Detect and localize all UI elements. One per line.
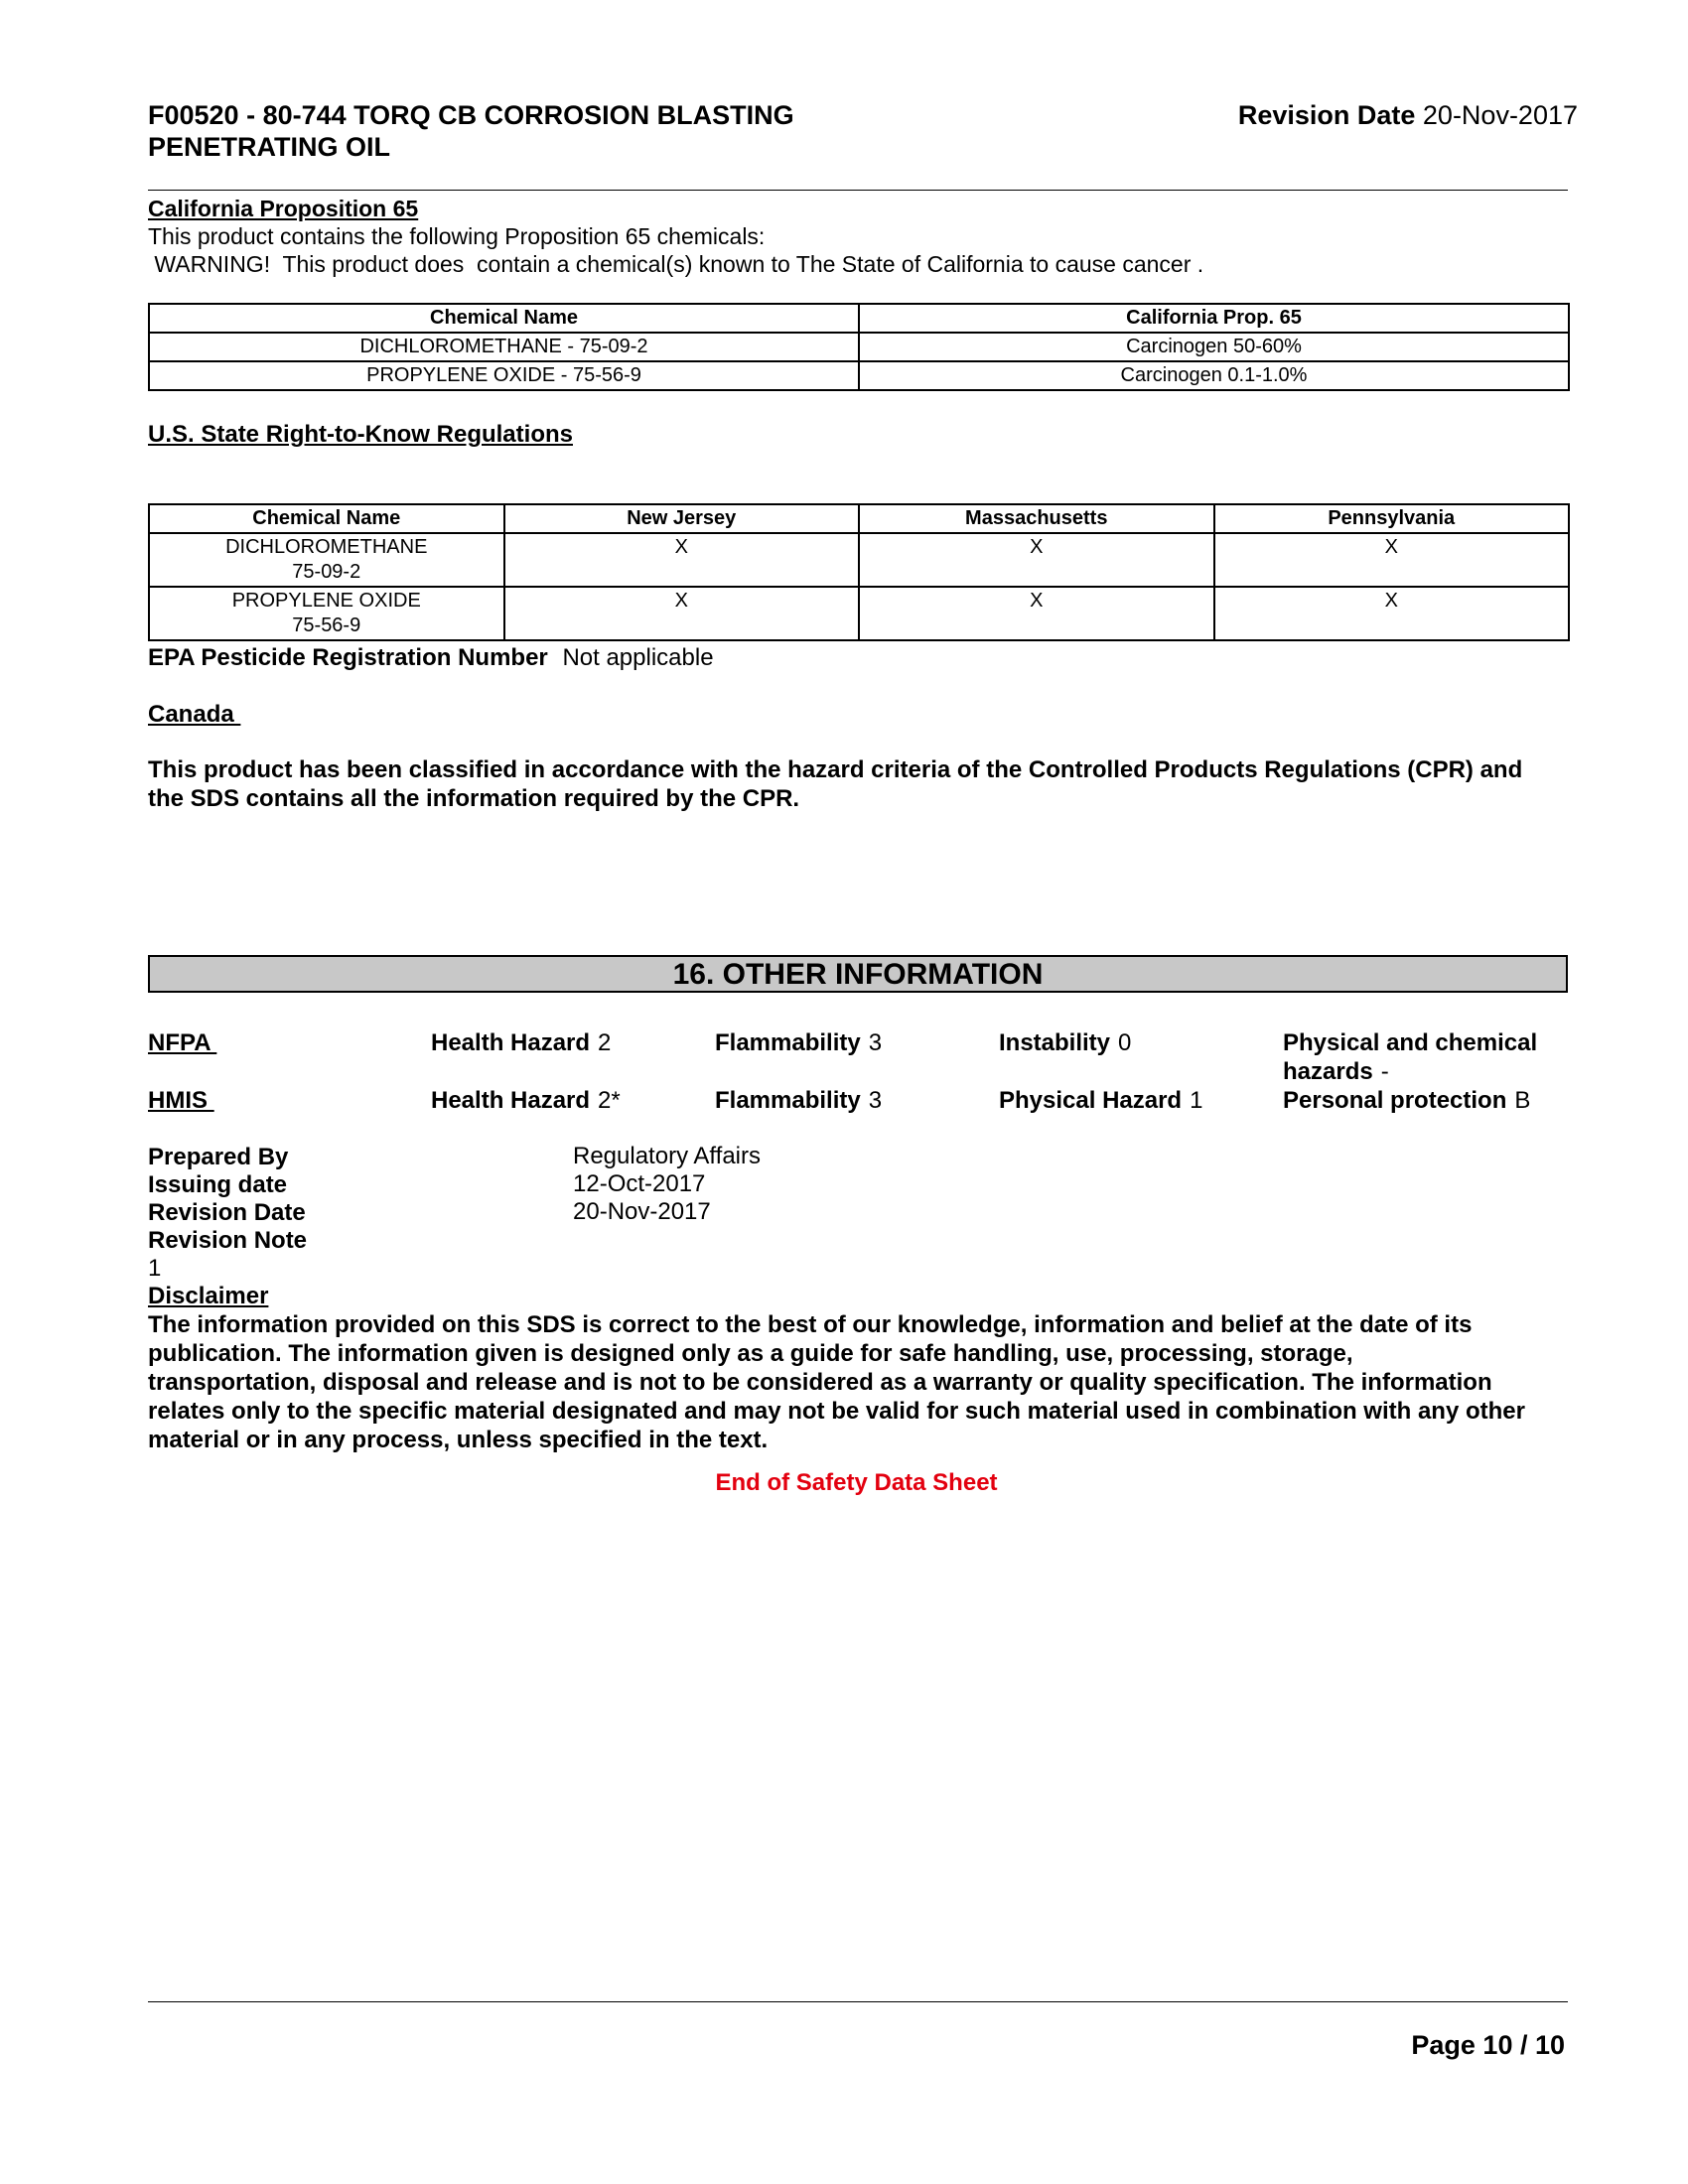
col-pennsylvania: Pennsylvania [1214,504,1570,533]
prop65-heading: California Proposition 65 [148,196,419,221]
disclaimer-line: publication. The information given is designed only as a guide for safe handling, use, processing, storage, [148,1340,1353,1367]
footer-rule [148,2001,1568,2002]
pa-cell: X [1214,587,1570,640]
chemical-name: PROPYLENE OXIDE [231,590,421,612]
table-row [149,533,1569,587]
ma-cell: X [859,587,1214,640]
hmis-health [431,1086,621,1115]
header-revision-label: Revision Date [1237,100,1416,130]
nfpa-physical-chemical [1283,1028,1537,1086]
col-california-prop65: California Prop. 65 [859,304,1569,333]
prepared-by-label: Prepared By [148,1144,289,1170]
hmis-pp-label: Personal protection [1283,1087,1507,1114]
disclaimer-text [148,1310,1578,1454]
page-number: Page 10 / 10 [1411,2030,1565,2060]
cas-number: 75-09-2 [292,561,361,583]
header-revision-value: 20-Nov-2017 [1422,100,1578,130]
disclaimer-heading: Disclaimer [148,1283,269,1309]
hmis-pp-value: B [1514,1087,1531,1114]
prepared-by-value: Regulatory Affairs [573,1143,761,1169]
epa-value: Not applicable [562,644,714,671]
document-title [148,99,903,163]
nfpa-flam-label: Flammability [715,1029,861,1056]
nfpa-label: NFPA [148,1029,217,1056]
nfpa-phys-value: - [1380,1058,1389,1085]
section-16-banner: 16. OTHER INFORMATION [148,955,1568,993]
hmis-phys-label: Physical Hazard [999,1087,1183,1114]
revision-note-value: 1 [148,1255,162,1282]
disclaimer-line: material or in any process, unless specified in the text. [148,1427,769,1453]
nj-cell: X [504,587,860,640]
prop65-status-cell: Carcinogen 50-60% [859,333,1569,361]
hmis-flammability [715,1086,882,1115]
hmis-physical [999,1086,1202,1115]
chemical-name: DICHLOROMETHANE [225,536,428,558]
prop65-status-cell: Carcinogen 0.1-1.0% [859,361,1569,390]
title-line-1: F00520 - 80-744 TORQ CB CORROSION BLASTING [148,100,794,130]
hmis-personal-protection [1283,1086,1530,1115]
prop65-line-1: This product contains the following Proposition 65 chemicals: [148,223,766,249]
issuing-date-label: Issuing date [148,1171,288,1198]
prop65-warning: WARNING! This product does contain a chemical(s) known to The State of California to cause cancer . [148,251,1204,277]
table-row [149,361,1569,390]
revision-date-value: 20-Nov-2017 [573,1198,711,1225]
nfpa-health [431,1028,611,1057]
rtk-header-row [149,504,1569,533]
col-chemical-name: Chemical Name [149,304,859,333]
pa-cell: X [1214,533,1570,587]
nfpa-health-label: Health Hazard [431,1029,591,1056]
epa-registration [148,643,714,672]
issuing-date-value: 12-Oct-2017 [573,1170,706,1197]
chemical-name-cell: PROPYLENE OXIDE - 75-56-9 [149,361,859,390]
end-of-sds-note: End of Safety Data Sheet [715,1469,998,1496]
nfpa-flammability [715,1028,882,1057]
nfpa-health-value: 2 [598,1029,612,1056]
col-massachusetts: Massachusetts [859,504,1214,533]
chemical-name-cell [149,533,504,587]
ma-cell: X [859,533,1214,587]
epa-label: EPA Pesticide Registration Number [148,644,548,671]
disclaimer-line: relates only to the specific material designated and may not be valid for such material used in combination with any other [148,1398,1525,1425]
hmis-flam-value: 3 [868,1087,883,1114]
canada-line-2: the SDS contains all the information required by the CPR. [148,785,800,812]
revision-date-label: Revision Date [148,1199,306,1226]
hmis-label: HMIS [148,1087,214,1114]
nj-cell: X [504,533,860,587]
hmis-flam-label: Flammability [715,1087,861,1114]
canada-heading: Canada [148,701,241,728]
nfpa-flam-value: 3 [868,1029,883,1056]
table-row [149,333,1569,361]
prop65-header-row [149,304,1569,333]
chemical-name-cell [149,587,504,640]
canada-line-1: This product has been classified in accordance with the hazard criteria of the Controlled Products Regulations (CPR) and [148,756,1523,783]
cas-number: 75-56-9 [292,614,361,636]
rtk-table [148,503,1570,641]
hmis-phys-value: 1 [1190,1087,1203,1114]
nfpa-phys-label-line1: Physical and chemical [1283,1029,1538,1056]
hmis-health-label: Health Hazard [431,1087,591,1114]
col-chemical-name: Chemical Name [149,504,504,533]
title-line-2: PENETRATING OIL [148,132,391,162]
rtk-heading: U.S. State Right-to-Know Regulations [148,421,573,448]
nfpa-instab-label: Instability [999,1029,1111,1056]
disclaimer-line: transportation, disposal and release and is not to be considered as a warranty or quality specification. The information [148,1369,1492,1396]
header-revision [1238,99,1578,131]
col-new-jersey: New Jersey [504,504,860,533]
prop65-table [148,303,1570,391]
hmis-health-value: 2* [598,1087,621,1114]
chemical-name-cell: DICHLOROMETHANE - 75-09-2 [149,333,859,361]
nfpa-instab-value: 0 [1118,1029,1132,1056]
header-rule [148,190,1568,191]
revision-note-label: Revision Note [148,1227,308,1254]
nfpa-phys-label-line2: hazards [1283,1058,1373,1085]
disclaimer-line: The information provided on this SDS is correct to the best of our knowledge, information and belief at the date of its [148,1311,1473,1338]
table-row [149,587,1569,640]
nfpa-instability [999,1028,1131,1057]
